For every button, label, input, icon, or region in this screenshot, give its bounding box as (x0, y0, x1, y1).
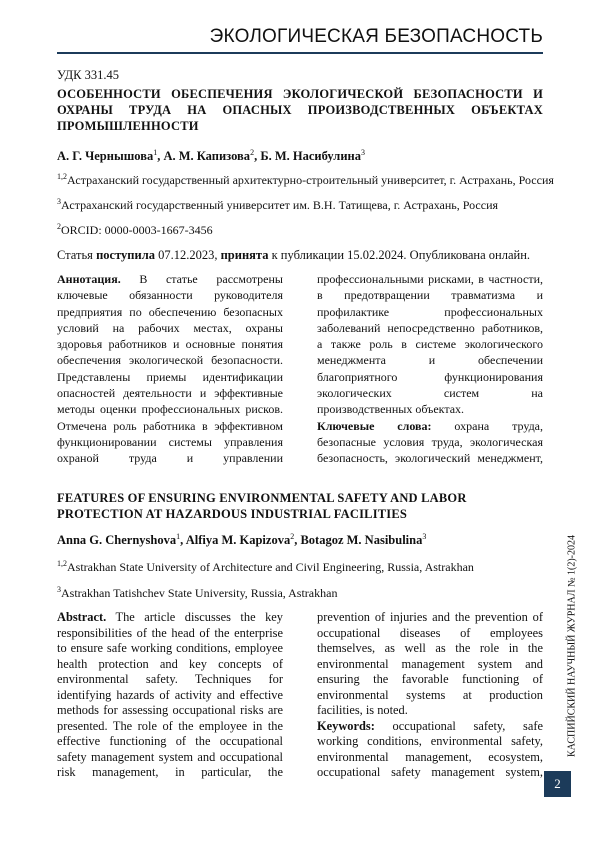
author-separator: , (180, 533, 186, 548)
author-name: А. Г. Чернышова (57, 149, 154, 164)
affiliation-en-1: $^{1,2}$Astrakhan State University of Architecture and Civil Engineering, Russia, Astrakhan (57, 559, 474, 574)
author-affiliation-mark: 1 (176, 532, 181, 541)
author-affiliation-mark: 3 (422, 532, 427, 541)
author-name: Botagoz M. Nasibulina (300, 533, 423, 548)
keywords-label-ru: Ключевые слова: (317, 418, 432, 433)
keywords-text-en: occupational safety, safe working conditions, environmental safety, environmental management, ecosystem, occupational safety management system, (317, 718, 543, 779)
affiliation-ru-1: $^{1,2}$Астраханский государственный архитектурно-строительный университет, г. Астрахань, Россия (57, 172, 554, 187)
author-affiliation-mark: 1 (153, 148, 158, 157)
author-name: Б. М. Насибулина (260, 149, 361, 164)
orcid: $^2$ORCID: 0000-0003-1667-3456 (57, 222, 213, 237)
author-affiliation-mark: 3 (360, 148, 365, 157)
abstract-ru-column-left (57, 271, 283, 465)
authors-en (57, 532, 426, 548)
header-rule (57, 52, 543, 54)
udk-code: УДК 331.45 (57, 68, 119, 82)
abstract-label-en: Abstract. (57, 610, 107, 624)
abstract-label-ru: Аннотация. (57, 272, 121, 286)
author-name: Anna G. Chernyshova (57, 533, 177, 548)
abstract-en-column-left (57, 610, 283, 780)
authors-ru (57, 148, 365, 164)
abstract-text-ru: В статье рассмотрены ключевые обязанности руководителя предприятия по обеспечению безопасных условий на рабочих местах, охраны здоровья работников и основные понятия обеспечения экологической безопасности. Представлены приемы идентификации опасностей деятельности и эффективные методы оценки профессиональных рисков. Отмечена роль работника в эффективном функционировании системы управления охраной труда и управлении (57, 272, 283, 465)
author-name: А. М. Капизова (163, 149, 251, 164)
page-number: 2 (544, 771, 571, 797)
author-separator: , (157, 149, 164, 164)
article-dates: Статья поступила 07.12.2023, принята к публикации 15.02.2024. Опубликована онлайн. (57, 248, 531, 262)
keywords-text-ru: охрана труда, безопасные условия труда, экологическая безопасность, экологический менеджмент, (317, 418, 543, 465)
abstract-en-column-right: prevention of injuries and the prevention of occupational diseases of employees themselves, as well as the role in the environmental management system and ensuring the favorable functioning of environmental systems at production facilities, is noted. Keywords: occupational safety, safe working conditions, environmental safety, environmental management, ecosystem, occupational safety management system, (317, 610, 543, 780)
keywords-label-en: Keywords: (317, 718, 375, 733)
author-affiliation-mark: 2 (290, 532, 295, 541)
author-separator: , (294, 533, 301, 548)
article-title-ru: ОСОБЕННОСТИ ОБЕСПЕЧЕНИЯ ЭКОЛОГИЧЕСКОЙ БЕЗОПАСНОСТИ И ОХРАНЫ ТРУДА НА ОПАСНЫХ ПРОИЗВОДСТВЕННЫХ ОБЪЕКТАХ ПРОМЫШЛЕННОСТИ (57, 87, 543, 133)
author-separator: , (254, 149, 261, 164)
section-title: ЭКОЛОГИЧЕСКАЯ БЕЗОПАСНОСТЬ (209, 26, 543, 47)
abstract-text-en: The article discusses the key responsibilities of the head of the enterprise to ensure safe working conditions, employee health protection and key concepts of environmental safety. Techniques for identifying hazards of activity and effective methods for assessing occupational risks are presented. The role of the employee in the effective functioning of the occupational safety management system and occupational risk management, in particular, the (57, 610, 283, 779)
journal-running-title: КАСПИЙСКИЙ НАУЧНЫЙ ЖУРНАЛ № 1(2)-2024 (566, 534, 578, 758)
abstract-ru-column-right: профессиональными рисками, в частности, в предотвращении травматизма и профилактике профессиональных заболеваний непосредственно работников, а также роль в системе экологического менеджмента и обеспечении благоприятного функционирования экологических систем на производственных объектах. Ключевые слова: охрана труда, безопасные условия труда, экологическая безопасность, экологический менеджмент, (317, 271, 543, 465)
article-title-en: FEATURES OF ENSURING ENVIRONMENTAL SAFETY AND LABOR PROTECTION AT HAZARDOUS INDUSTRIAL FACILITIES (57, 491, 467, 521)
author-affiliation-mark: 2 (250, 148, 255, 157)
affiliation-ru-2: $^3$Астраханский государственный университет им. В.Н. Татищева, г. Астрахань, Россия (57, 197, 499, 212)
affiliation-en-2: $^3$Astrakhan Tatishchev State University, Russia, Astrakhan (57, 585, 338, 600)
author-name: Alfiya M. Kapizova (185, 533, 291, 548)
